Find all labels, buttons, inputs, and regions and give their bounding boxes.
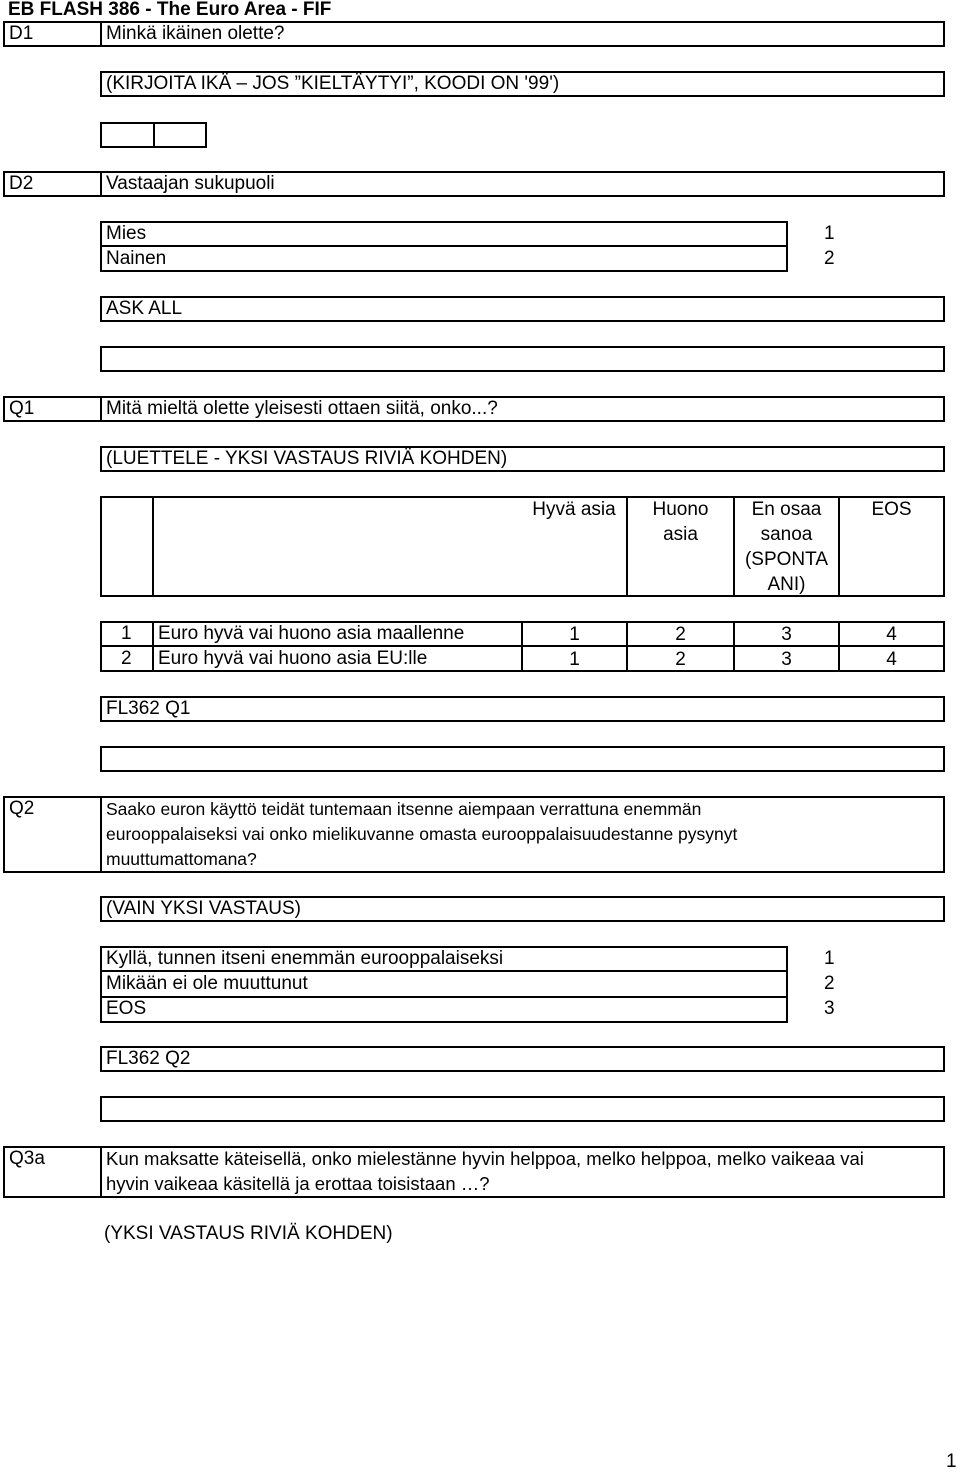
age-digit-1-input[interactable]: [100, 122, 155, 148]
q1-divider: [100, 396, 102, 422]
q1-row-number: 2: [121, 648, 132, 669]
q2-instruction: (VAIN YKSI VASTAUS): [106, 898, 301, 919]
q2-option-code: 2: [824, 973, 835, 994]
q2-option-label: Kyllä, tunnen itseni enemmän eurooppalaiseksi: [106, 948, 504, 969]
d2-options-divider: [100, 245, 788, 247]
page-number: 1: [946, 1451, 957, 1472]
q1-col-header: En osaa sanoa (SPONTA ANI): [744, 499, 829, 595]
q1-header-col-line: [152, 496, 154, 597]
d1-question: Minkä ikäinen olette?: [106, 23, 285, 44]
ask-all-box: [100, 296, 945, 322]
d2-option-code: 2: [824, 248, 835, 269]
q2-option-label: EOS: [106, 998, 147, 1019]
q1-col-header: Huono asia: [652, 499, 709, 545]
blank-routing-box: [100, 746, 945, 772]
q3a-question-line: hyvin vaikeaa käsitellä ja erottaa toisistaan …?: [106, 1173, 490, 1194]
q2-code: Q2: [9, 798, 35, 819]
d2-divider: [100, 171, 102, 197]
blank-routing-box: [100, 1096, 945, 1122]
blank-routing-box: [100, 346, 945, 372]
q1-col-header: Hyvä asia: [532, 499, 616, 520]
age-digit-2-input[interactable]: [153, 122, 207, 148]
q1-row-col-line: [152, 621, 154, 672]
d1-instruction: (KIRJOITA IKÄ – JOS ”KIELTÄYTYI”, KOODI ON '99'): [106, 73, 560, 94]
q2-reference: FL362 Q2: [106, 1048, 191, 1069]
q1-row-number: 1: [121, 623, 132, 644]
q1-answer-code[interactable]: 2: [675, 649, 686, 670]
q1-ref-box: [100, 696, 945, 722]
d2-question: Vastaajan sukupuoli: [106, 173, 275, 194]
q1-answer-code[interactable]: 1: [569, 649, 580, 670]
d2-option-label: Nainen: [106, 248, 167, 269]
q3a-question-line: Kun maksatte käteisellä, onko mielestänne hyvin helppoa, melko helppoa, melko vaikeaa vai: [106, 1148, 864, 1169]
q1-question: Mitä mieltä olette yleisesti ottaen siitä, onko...?: [106, 398, 498, 419]
q3a-instruction: (YKSI VASTAUS RIVIÄ KOHDEN): [104, 1223, 393, 1244]
d2-code: D2: [9, 173, 34, 194]
ask-all-label: ASK ALL: [106, 298, 183, 319]
q2-option-code: 3: [824, 998, 835, 1019]
q3a-code: Q3a: [9, 1148, 45, 1169]
q2-ref-box: [100, 1046, 945, 1072]
d1-code: D1: [9, 23, 34, 44]
q2-question-line: eurooppalaiseksi vai onko mielikuvanne omasta eurooppalaisuudestanne pysynyt: [106, 824, 738, 844]
q2-divider: [100, 796, 102, 873]
q2-options-divider: [100, 996, 788, 998]
q1-answer-code[interactable]: 3: [781, 624, 792, 645]
q2-question-line: muuttumattomana?: [106, 849, 257, 869]
d2-option-code: 1: [824, 223, 835, 244]
q1-code: Q1: [9, 398, 35, 419]
document-title: EB FLASH 386 - The Euro Area - FIF: [8, 0, 332, 20]
q1-answer-code[interactable]: 4: [886, 649, 897, 670]
q1-reference: FL362 Q1: [106, 698, 191, 719]
q1-col-header: EOS: [871, 499, 912, 520]
q1-instruction: (LUETTELE - YKSI VASTAUS RIVIÄ KOHDEN): [106, 448, 508, 469]
q1-answer-code[interactable]: 1: [569, 624, 580, 645]
d2-option-label: Mies: [106, 223, 147, 244]
q1-answer-code[interactable]: 4: [886, 624, 897, 645]
q2-option-code: 1: [824, 948, 835, 969]
q1-answer-code[interactable]: 3: [781, 649, 792, 670]
q2-question-line: Saako euron käyttö teidät tuntemaan itsenne aiempaan verrattuna enemmän: [106, 799, 702, 819]
q1-row-label: Euro hyvä vai huono asia EU:lle: [158, 648, 428, 669]
q3a-divider: [100, 1146, 102, 1198]
q2-option-label: Mikään ei ole muuttunut: [106, 973, 308, 994]
q1-row-label: Euro hyvä vai huono asia maallenne: [158, 623, 465, 644]
q1-answer-code[interactable]: 2: [675, 624, 686, 645]
d1-divider: [100, 21, 102, 47]
